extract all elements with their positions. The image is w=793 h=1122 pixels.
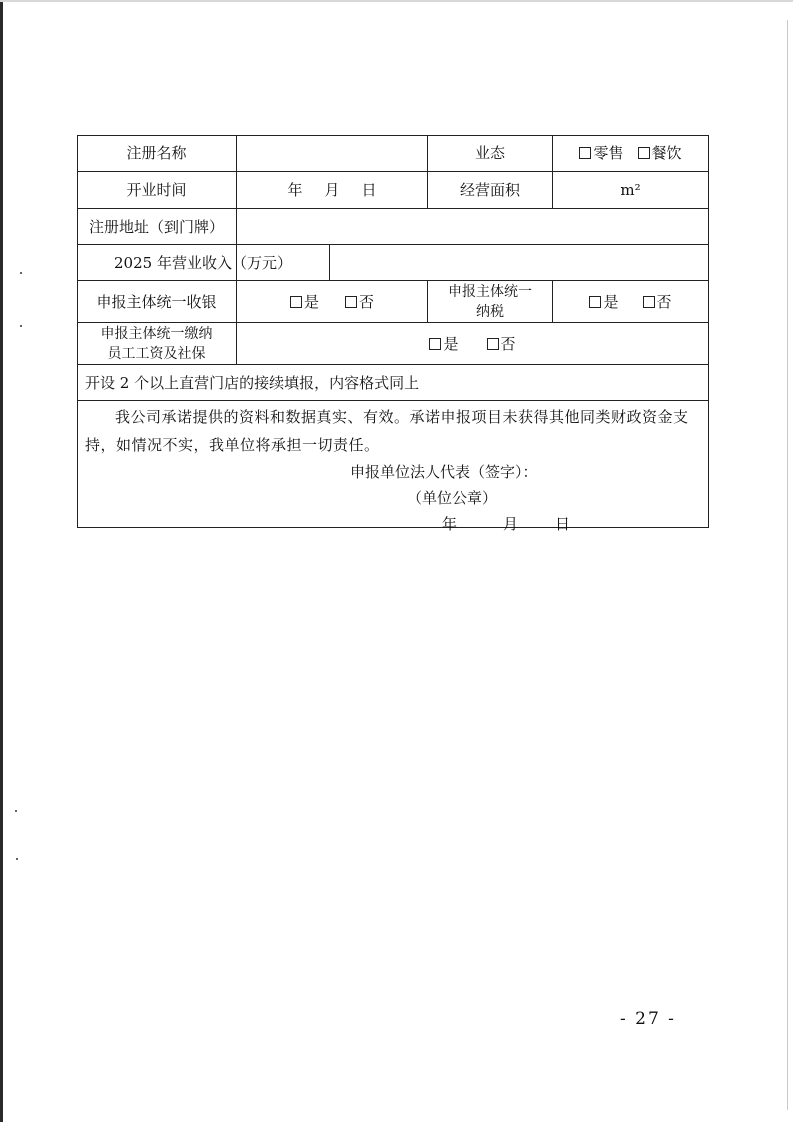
revenue-2025-label: 2025 年营业收入（万元） <box>114 253 292 272</box>
payroll-no-option[interactable] <box>487 334 516 354</box>
table-border <box>77 527 709 528</box>
year-label: 年 <box>287 181 303 199</box>
declaration-text: 我公司承诺提供的资料和数据真实、有效。承诺申报项目未获得其他同类财政资金支持，如情况不实，我单位将承担一切责任。 <box>85 408 689 454</box>
unified-tax-label-line1: 申报主体统一 <box>448 283 532 300</box>
day-label: 日 <box>555 515 571 533</box>
opening-date-field[interactable] <box>237 172 427 208</box>
tax-no-option[interactable] <box>643 292 672 312</box>
tax-yes-option[interactable] <box>589 292 618 312</box>
checkbox-icon[interactable] <box>643 296 655 308</box>
yes-label: 是 <box>303 292 319 311</box>
unified-cashier-label: 申报主体统一收银 <box>96 292 217 311</box>
checkbox-icon[interactable] <box>487 338 499 350</box>
yes-label: 是 <box>443 334 459 353</box>
month-label: 月 <box>324 181 340 199</box>
cashier-no-option[interactable] <box>345 292 374 312</box>
unified-cashier-options <box>237 281 427 322</box>
no-label: 否 <box>359 292 375 311</box>
unified-payroll-label-line1: 申报主体统一缴纳 <box>100 325 213 342</box>
registered-address-field[interactable] <box>237 209 708 244</box>
checkbox-icon[interactable] <box>429 338 441 350</box>
year-label: 年 <box>442 515 458 533</box>
checkbox-icon[interactable] <box>345 296 357 308</box>
yes-label: 是 <box>603 292 619 311</box>
business-area-field[interactable] <box>553 172 708 208</box>
legal-representative-signature[interactable]: 申报单位法人代表（签字）： <box>350 463 538 481</box>
registered-name-field[interactable] <box>237 135 427 171</box>
catering-label: 餐饮 <box>651 144 682 162</box>
scan-speck <box>15 810 17 812</box>
no-label: 否 <box>656 292 672 311</box>
registered-address-label: 注册地址（到门牌） <box>88 217 224 236</box>
scan-edge-top <box>0 0 793 2</box>
business-type-options <box>553 135 708 171</box>
multi-store-note: 开设 2 个以上直营门店的接续填报，内容格式同上 <box>85 373 420 392</box>
checkbox-icon[interactable] <box>638 147 650 159</box>
scan-edge-right <box>787 20 788 1110</box>
unified-payroll-options <box>237 323 708 364</box>
retail-option[interactable] <box>579 143 623 163</box>
scan-speck <box>20 325 22 327</box>
unified-tax-label-line2: 纳税 <box>476 303 504 320</box>
revenue-2025-field[interactable] <box>330 245 708 280</box>
month-label: 月 <box>503 515 519 533</box>
checkbox-icon[interactable] <box>589 296 601 308</box>
company-seal-label: （单位公章） <box>407 489 498 507</box>
unified-tax-options <box>553 281 708 322</box>
unified-payroll-label-line2: 员工工资及社保 <box>107 345 206 362</box>
checkbox-icon[interactable] <box>579 147 591 159</box>
scan-speck <box>20 272 22 274</box>
business-type-label: 业态 <box>474 144 505 162</box>
registered-name-label: 注册名称 <box>126 144 187 162</box>
scan-edge <box>0 0 3 1122</box>
opening-date-label: 开业时间 <box>126 181 187 199</box>
unified-tax-label <box>428 281 552 322</box>
page-number: - 27 - <box>620 1009 676 1029</box>
cashier-yes-option[interactable] <box>290 292 319 312</box>
scan-speck <box>16 858 18 860</box>
catering-option[interactable] <box>638 143 682 163</box>
application-form-table <box>77 135 709 533</box>
no-label: 否 <box>500 334 516 353</box>
table-border <box>708 135 709 528</box>
checkbox-icon[interactable] <box>290 296 302 308</box>
day-label: 日 <box>361 181 377 199</box>
business-area-label: 经营面积 <box>459 181 520 199</box>
unified-payroll-label <box>77 323 236 364</box>
table-border <box>77 400 709 401</box>
retail-label: 零售 <box>593 144 624 162</box>
area-unit: m² <box>620 181 641 199</box>
declaration-date[interactable] <box>442 510 612 538</box>
payroll-yes-option[interactable] <box>429 334 458 354</box>
